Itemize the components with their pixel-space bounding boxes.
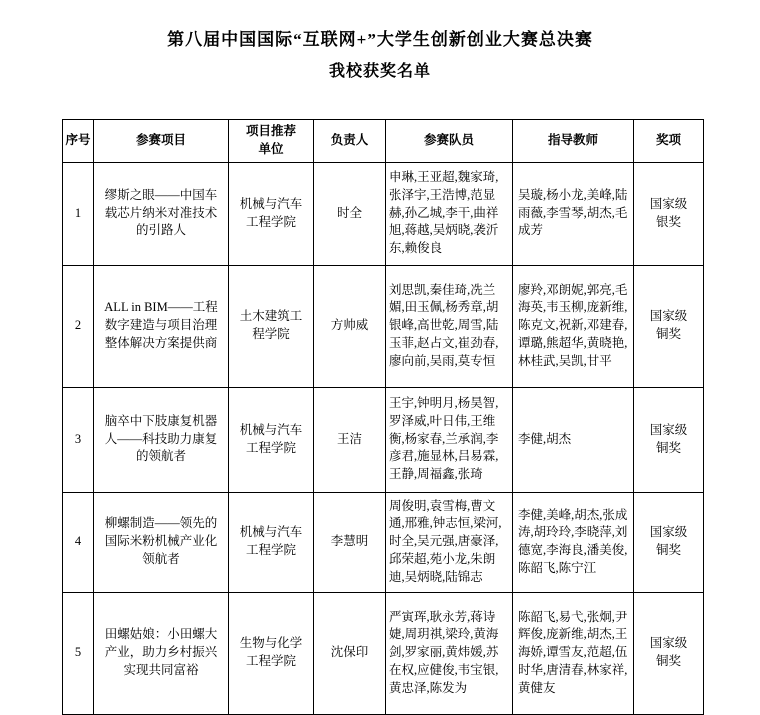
cell-project: 缪斯之眼——中国车载芯片纳米对准技术的引路人 (94, 162, 229, 265)
cell-project: 柳螺制造——领先的国际米粉机械产业化领航者 (94, 492, 229, 592)
table-row (63, 265, 704, 387)
table-row (63, 592, 704, 714)
cell-teachers: 吴璇,杨小龙,美峰,陆雨薇,李雪琴,胡杰,毛成芳 (513, 162, 634, 265)
cell-award: 国家级铜奖 (634, 492, 704, 592)
cell-teachers: 李健,美峰,胡杰,张成涛,胡玲玲,李晓萍,刘德宽,李海良,潘美俊,陈韶飞,陈宁江 (513, 492, 634, 592)
cell-unit: 土木建筑工程学院 (229, 265, 314, 387)
cell-unit: 机械与汽车工程学院 (229, 492, 314, 592)
cell-unit: 机械与汽车工程学院 (229, 162, 314, 265)
header-project: 参赛项目 (94, 120, 229, 163)
cell-award: 国家级银奖 (634, 162, 704, 265)
cell-members: 申琳,王亚超,魏家琦,张泽宇,王浩博,范显赫,孙乙城,李干,曲祥旭,蒋越,吴炳晓,袭沂东,赖俊良 (386, 162, 513, 265)
table-header-row (63, 120, 704, 163)
cell-leader: 方帅威 (314, 265, 386, 387)
cell-serial: 5 (63, 592, 94, 714)
table-row (63, 492, 704, 592)
cell-award: 国家级铜奖 (634, 387, 704, 492)
table-row (63, 387, 704, 492)
cell-leader: 李慧明 (314, 492, 386, 592)
award-winners-table (62, 119, 704, 715)
cell-award: 国家级铜奖 (634, 265, 704, 387)
cell-leader: 沈保印 (314, 592, 386, 714)
cell-members: 严寅珲,耿永芳,蒋诗婕,周玥祺,梁玲,黄海剑,罗家丽,黄炜媛,苏在权,应健俊,韦宝银,黄忠泽,陈发为 (386, 592, 513, 714)
header-serial: 序号 (63, 120, 94, 163)
cell-leader: 时全 (314, 162, 386, 265)
cell-project: 脑卒中下肢康复机器人——科技助力康复的领航者 (94, 387, 229, 492)
cell-members: 周俊明,袁雪梅,曹文通,邢雅,钟志恒,梁河,时全,吴元强,唐豪泽,邱荣超,苑小龙,朱朗迪,吴炳晓,陆锦志 (386, 492, 513, 592)
cell-project: ALL in BIM——工程数字建造与项目治理整体解决方案提供商 (94, 265, 229, 387)
cell-serial: 3 (63, 387, 94, 492)
cell-serial: 4 (63, 492, 94, 592)
page-subtitle: 我校获奖名单 (328, 63, 431, 81)
cell-members: 刘思凯,秦佳琦,冼兰媚,田玉佩,杨秀章,胡银峰,高世乾,周雪,陆玉菲,赵占文,崔劲春,廖向前,吴雨,莫专恒 (386, 265, 513, 387)
cell-unit: 生物与化学工程学院 (229, 592, 314, 714)
cell-award: 国家级铜奖 (634, 592, 704, 714)
cell-serial: 1 (63, 162, 94, 265)
cell-teachers: 陈韶飞,易弋,张炯,尹辉俊,庞新维,胡杰,王海娇,谭雪友,范超,伍时华,唐清春,林家祥,黄健友 (513, 592, 634, 714)
header-members: 参赛队员 (386, 120, 513, 163)
cell-leader: 王洁 (314, 387, 386, 492)
cell-members: 王宇,钟明月,杨昊智,罗泽威,叶日伟,王维衡,杨家春,兰承润,李彦君,施显林,吕易霖,王静,周福鑫,张琦 (386, 387, 513, 492)
cell-unit: 机械与汽车工程学院 (229, 387, 314, 492)
header-award: 奖项 (634, 120, 704, 163)
cell-teachers: 李健,胡杰 (513, 387, 634, 492)
header-leader: 负责人 (314, 120, 386, 163)
cell-project: 田螺姑娘：小田螺大产业，助力乡村振兴实现共同富裕 (94, 592, 229, 714)
cell-teachers: 廖羚,邓朗妮,郭亮,毛海英,韦玉柳,庞新维,陈克文,祝新,邓建春,谭璐,熊超华,黄晓艳,林桂武,吴凯,甘平 (513, 265, 634, 387)
header-teachers: 指导教师 (513, 120, 634, 163)
page-title: 第八届中国国际“互联网+”大学生创新创业大赛总决赛 (167, 30, 593, 49)
cell-serial: 2 (63, 265, 94, 387)
table-row (63, 162, 704, 265)
header-unit: 项目推荐单位 (229, 120, 314, 163)
